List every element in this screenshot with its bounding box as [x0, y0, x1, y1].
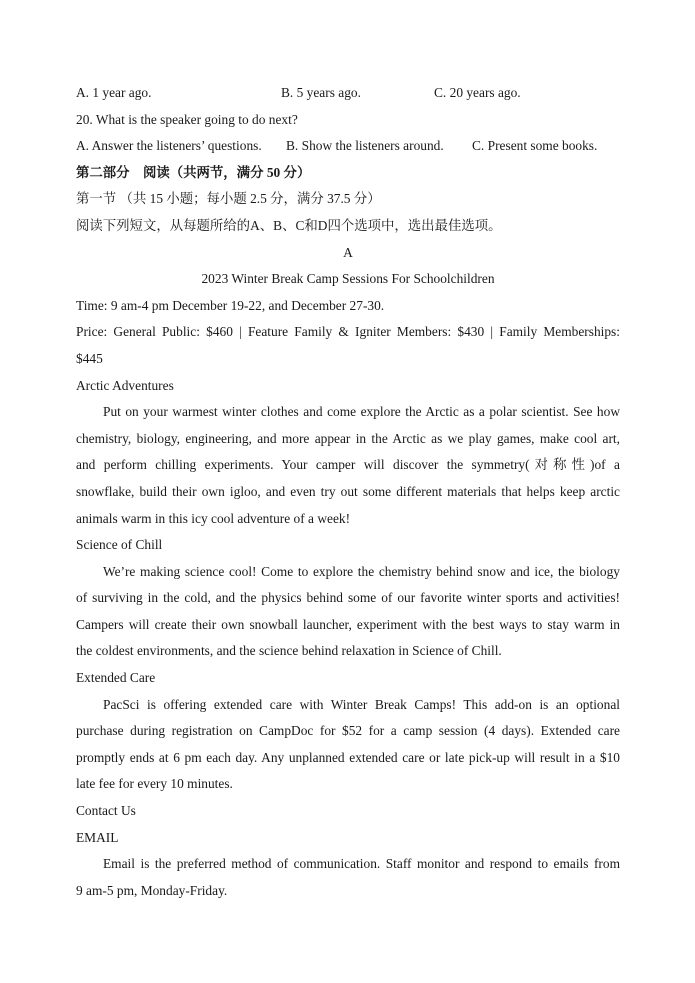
q20-options [76, 133, 620, 160]
email-line: 9 am-5 pm, Monday-Friday. [76, 882, 228, 898]
passage-time: Time: 9 am-4 pm December 19-22, and December 27-30. [76, 297, 385, 313]
arctic-line: animals warm in this icy cool adventure of a week! [76, 510, 351, 526]
extended-line: purchase during registration on CampDoc for $52 for a camp session (4 days). Extended care [76, 723, 620, 739]
passage-title: 2023 Winter Break Camp Sessions For Schoolchildren [201, 271, 495, 287]
extended-line: late fee for every 10 minutes. [76, 776, 233, 792]
passage-letter: A [343, 244, 353, 260]
extended-heading: Extended Care [76, 670, 156, 686]
email-line: Email is the preferred method of communication. Staff monitor and respond to emails from [103, 856, 620, 872]
chill-line: the coldest environments, and the science behind relaxation in Science of Chill. [76, 643, 502, 659]
arctic-line: Put on your warmest winter clothes and come explore the Arctic as a polar scientist. See how [103, 404, 620, 420]
extended-line: promptly ends at 6 pm each day. Any unplanned extended care or late pick-up will result in a $10 [76, 749, 620, 765]
section1-title: 第一节 （共 15 小题；每小题 2.5 分，满分 37.5 分） [76, 191, 381, 207]
arctic-line: chemistry, biology, engineering, and more appear in the Arctic as we play games, make cool art, [76, 430, 620, 446]
q20-option-b: B. Show the listeners around. [286, 138, 444, 154]
q19-option-c: C. 20 years ago. [434, 85, 521, 100]
q20-option-c: C. Present some books. [472, 138, 598, 154]
q19-options [76, 80, 620, 107]
q19-option-a: A. 1 year ago. [76, 85, 152, 100]
extended-line: PacSci is offering extended care with Winter Break Camps! This add-on is an optional [103, 696, 620, 712]
chill-line: Campers will create their own snowball launcher, experiment with the best ways to stay warm in [76, 616, 620, 632]
passage-price: Price: General Public: $460 | Feature Family & Igniter Members: $430 | Family Memberships: [76, 324, 620, 340]
instructions: 阅读下列短文，从每题所给的A、B、C和D四个选项中，选出最佳选项。 [76, 217, 502, 233]
part2-title: 第二部分 阅读（共两节，满分 50 分） [76, 164, 311, 180]
chill-heading: Science of Chill [76, 537, 163, 553]
arctic-line: and perform chilling experiments. Your camper will discover the symmetry(对称性)of a [76, 457, 620, 473]
arctic-line: snowflake, build their own igloo, and even try out some different materials that helps keep arctic [76, 483, 620, 499]
chill-line: We’re making science cool! Come to explore the chemistry behind snow and ice, the biology [103, 563, 620, 579]
email-heading: EMAIL [76, 829, 119, 845]
q19-option-b: B. 5 years ago. [281, 85, 361, 100]
q20-option-a: A. Answer the listeners’ questions. [76, 138, 262, 154]
passage-price-cont: $445 [76, 350, 103, 366]
chill-line: of surviving in the cold, and the physics behind some of our favorite winter sports and activities! [76, 590, 620, 606]
contact-heading: Contact Us [76, 803, 136, 819]
arctic-heading: Arctic Adventures [76, 377, 174, 393]
q20-question: 20. What is the speaker going to do next? [76, 111, 298, 127]
